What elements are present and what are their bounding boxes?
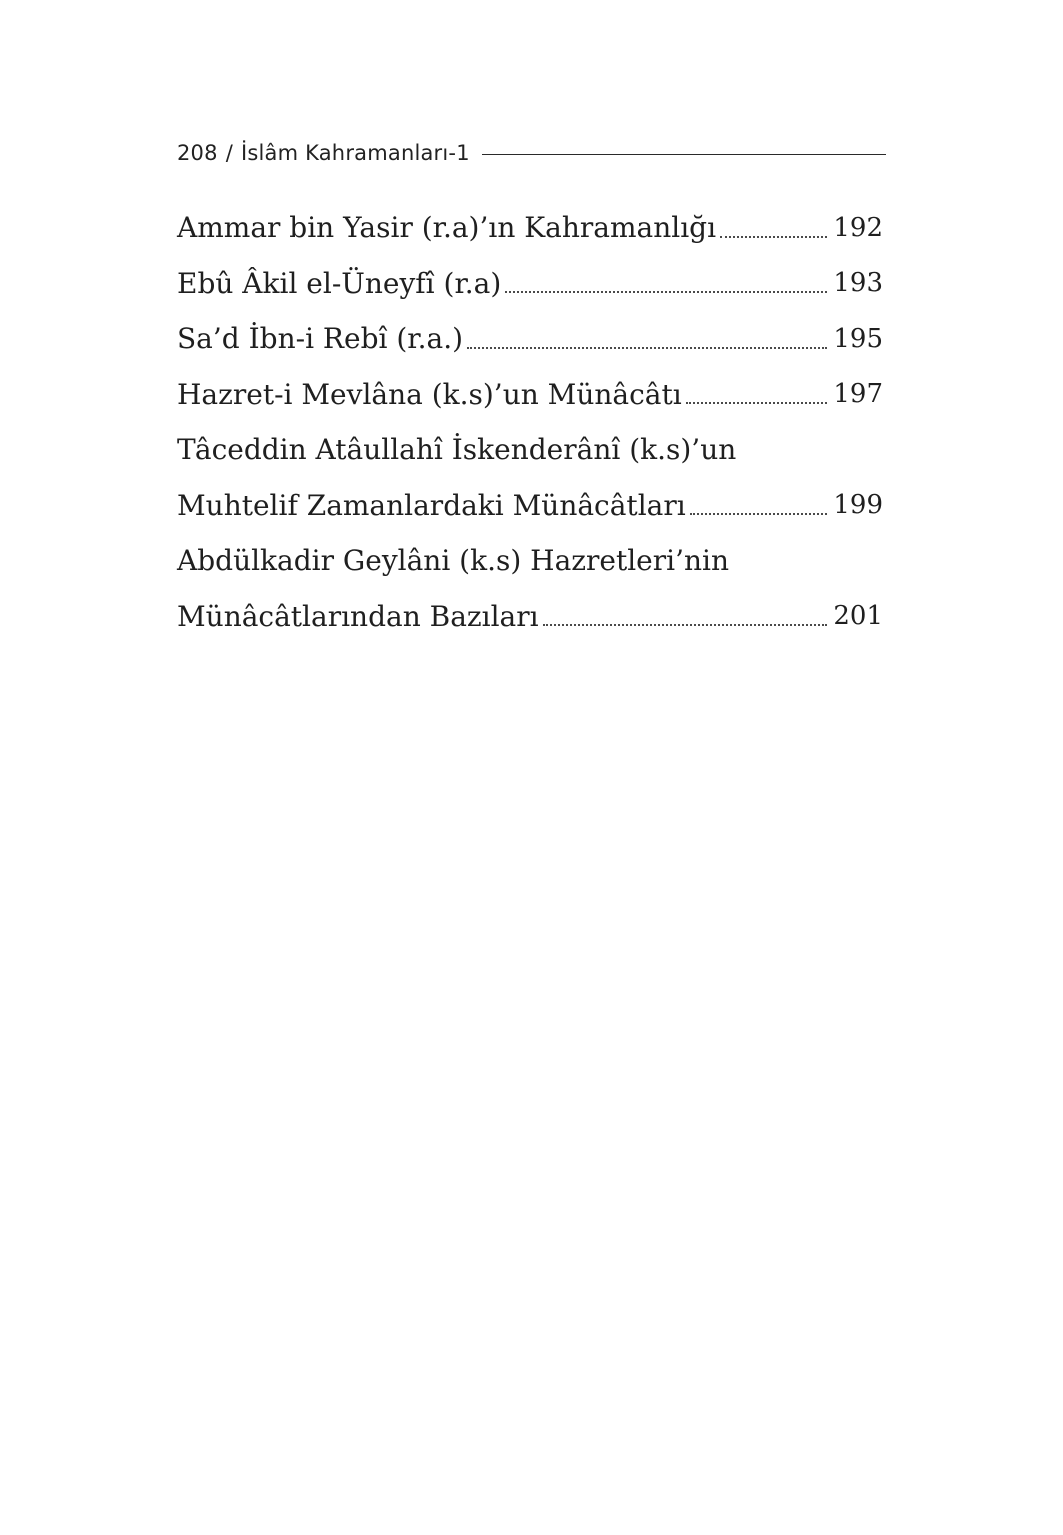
header-book-title: İslâm Kahramanları-1: [240, 141, 470, 165]
dot-leader: [720, 236, 827, 238]
header-separator: /: [225, 141, 233, 165]
toc-entry[interactable]: [177, 256, 883, 312]
header-rule: [482, 154, 886, 155]
dot-leader: [543, 624, 828, 626]
toc-entry-continued[interactable]: [177, 422, 883, 478]
toc-entry-page: 193: [833, 268, 883, 299]
toc-entry-page: 192: [833, 212, 883, 243]
table-of-contents: [177, 200, 883, 644]
toc-entry-title: Ammar bin Yasir (r.a)’ın Kahramanlığı: [177, 211, 717, 245]
toc-entry[interactable]: [177, 200, 883, 256]
toc-entry[interactable]: [177, 311, 883, 367]
toc-entry-title: Muhtelif Zamanlardaki Münâcâtları: [177, 488, 686, 522]
toc-entry-title: Hazret-i Mevlâna (k.s)’un Münâcâtı: [177, 377, 682, 411]
toc-entry-title: Abdülkadir Geylâni (k.s) Hazretleri’nin: [177, 544, 730, 578]
toc-entry-title: Tâceddin Atâullahî İskenderânî (k.s)’un: [177, 433, 737, 467]
toc-entry-title: Münâcâtlarından Bazıları: [177, 599, 539, 633]
dot-leader: [505, 291, 827, 293]
toc-entry-page: 199: [833, 490, 883, 521]
dot-leader: [690, 513, 828, 515]
toc-entry[interactable]: [177, 589, 883, 645]
running-header: [177, 138, 886, 168]
toc-entry-title: Ebû Âkil el-Üneyfî (r.a): [177, 266, 502, 300]
toc-entry-page: 197: [833, 379, 883, 410]
toc-entry[interactable]: [177, 478, 883, 534]
dot-leader: [686, 402, 828, 404]
toc-entry-title: Sa’d İbn-i Rebî (r.a.): [177, 322, 464, 356]
toc-entry-page: 201: [833, 601, 883, 632]
header-page-number: 208: [177, 141, 218, 165]
toc-entry-continued[interactable]: [177, 533, 883, 589]
dot-leader: [467, 347, 827, 349]
toc-entry[interactable]: [177, 367, 883, 423]
toc-entry-page: 195: [833, 323, 883, 354]
header-text: [177, 141, 470, 165]
